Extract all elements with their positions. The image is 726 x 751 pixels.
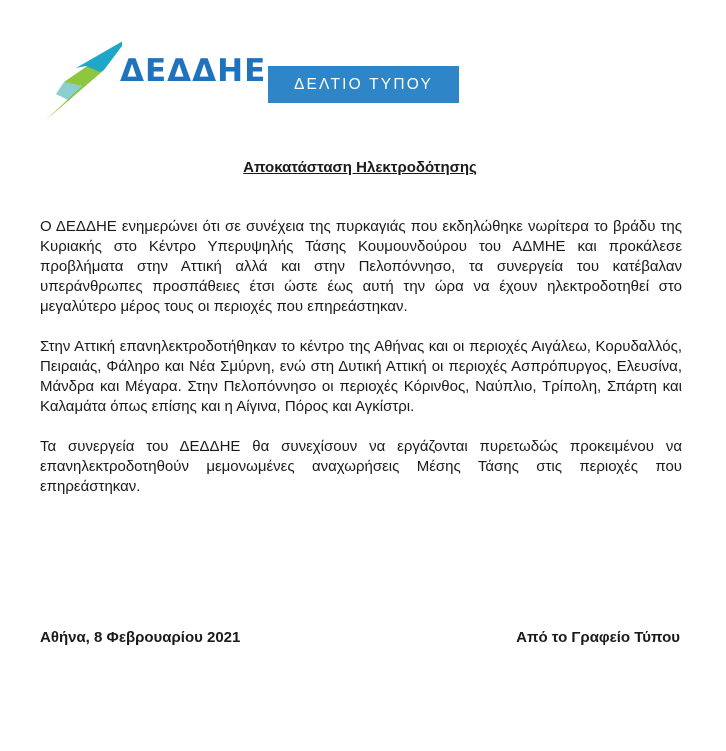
body-paragraph: Τα συνεργεία του ΔΕΔΔΗΕ θα συνεχίσουν να εργάζονται πυρετωδώς προκειμένου να επανηλεκτροδοτηθούν μεμονωμένες αναχωρήσεις Μέσης Τάσης στις περιοχές που επηρεάστηκαν. [40, 438, 682, 495]
document-title [0, 159, 726, 176]
company-logo [42, 36, 267, 124]
body-paragraph: Στην Αττική επανηλεκτροδοτήθηκαν το κέντρο της Αθήνας και οι περιοχές Αιγάλεω, Κορυδαλλός, Πειραιάς, Φάληρο και Νέα Σμύρνη, ενώ στη Δυτική Αττική οι περιοχές Ασπρόπυργος, Ελευσίνα, Μάνδρα και Μέγαρα. Στην Πελοπόννησο οι περιοχές Κόρινθος, Ναύπλιο, Τρίπολη, Σπάρτη και Καλαμάτα όπως επίσης και η Αίγινα, Πόρος και Αγκίστρι. [40, 338, 682, 415]
signature-line: Από το Γραφείο Τύπου [516, 629, 680, 646]
date-line: Αθήνα, 8 Φεβρουαρίου 2021 [40, 629, 241, 646]
body-paragraph: Ο ΔΕΔΔΗΕ ενημερώνει ότι σε συνέχεια της πυρκαγιάς που εκδηλώθηκε νωρίτερα το βράδυ της Κυριακής στο Κέντρο Υπερυψηλής Τάσης Κουμουνδούρου του ΑΔΜΗΕ και προκάλεσε προβλήματα στην Αττική αλλά και στην Πελοπόννησο, τα συνεργεία του κατέβαλαν υπεράνθρωπες προσπάθειες έτσι ώστε έως αυτή την ώρα να έχουν ηλεκτροδοτηθεί στο μεγαλύτερο μέρος τους οι περιοχές που επηρεάστηκαν. [40, 218, 682, 315]
press-release-label [268, 66, 459, 103]
document-body [40, 217, 682, 517]
lightning-bolt-icon [42, 36, 122, 124]
press-release-text: ΔΕΛΤΙΟ ΤΥΠΟΥ [293, 75, 434, 93]
document-title-text: Αποκατάσταση Ηλεκτροδότησης [243, 159, 477, 176]
logo-wordmark: ΔΕΔΔΗΕ [120, 53, 267, 89]
